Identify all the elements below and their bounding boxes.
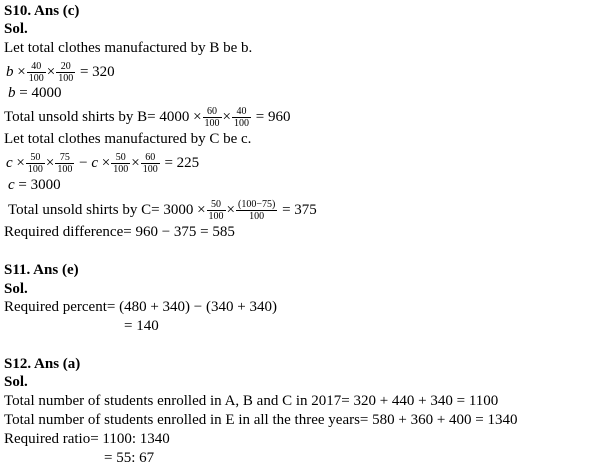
s10-line-1: Let total clothes manufactured by B be b. xyxy=(4,40,253,56)
s10-sol-label: Sol. xyxy=(4,21,28,37)
s10-equation-5: c = 3000 xyxy=(8,177,61,193)
s10-equation-2: b = 4000 xyxy=(8,85,62,101)
fraction: $\frac{75}{100}$ xyxy=(57,152,73,175)
fraction: $\frac{50}{100}$ xyxy=(27,152,43,175)
s10-equation-4: c × $\frac{50}{100}$ × $\frac{75}{100}$ − c × $\frac{50}{100}$ × $\frac{60}{100}$ = 225 xyxy=(6,152,200,175)
fraction: $\frac{20}{100}$ xyxy=(58,61,74,84)
s12-line-1: Total number of students enrolled in A, B and C in 2017= 320 + 440 + 340 = 1100 xyxy=(4,393,499,409)
s11-sol-label: Sol. xyxy=(4,281,28,297)
s10-equation-6: Total unsold shirts by C= 3000 × $\frac{50}{100}$ × $\frac{(100-75)}{100}$ = 375 xyxy=(8,199,317,222)
s10-equation-1: b × $\frac{40}{100}$ × $\frac{20}{100}$ = 320 xyxy=(6,61,115,84)
s12-line-2: Total number of students enrolled in E in all the three years= 580 + 360 + 400 = 1340 xyxy=(4,412,518,428)
s11-line-1: Required percent= (480 + 340) − (340 + 340) xyxy=(4,299,277,315)
s12-sol-label: Sol. xyxy=(4,374,28,390)
s12-line-4: = 55: 67 xyxy=(104,450,155,466)
fraction: $\frac{(100-75)}{100}$ xyxy=(238,199,276,222)
fraction: $\frac{50}{100}$ xyxy=(208,199,224,222)
s11-heading: S11. Ans (e) xyxy=(4,262,79,278)
fraction: $\frac{50}{100}$ xyxy=(113,152,129,175)
fraction: $\frac{40}{100}$ xyxy=(234,106,250,129)
fraction: $\frac{60}{100}$ xyxy=(142,152,158,175)
s10-line-4: Let total clothes manufactured by C be c. xyxy=(4,131,252,147)
fraction: $\frac{40}{100}$ xyxy=(28,61,44,84)
s12-line-3: Required ratio= 1100: 1340 xyxy=(4,431,170,447)
s10-equation-3: Total unsold shirts by B= 4000 × $\frac{60}{100}$ × $\frac{40}{100}$ = 960 xyxy=(4,106,291,129)
fraction: $\frac{60}{100}$ xyxy=(204,106,220,129)
variable-b: b xyxy=(6,63,14,80)
s10-heading: S10. Ans (c) xyxy=(4,3,80,19)
s12-heading: S12. Ans (a) xyxy=(4,356,81,372)
s11-line-2: = 140 xyxy=(124,318,159,334)
s10-line-7: Required difference= 960 − 375 = 585 xyxy=(4,224,235,240)
